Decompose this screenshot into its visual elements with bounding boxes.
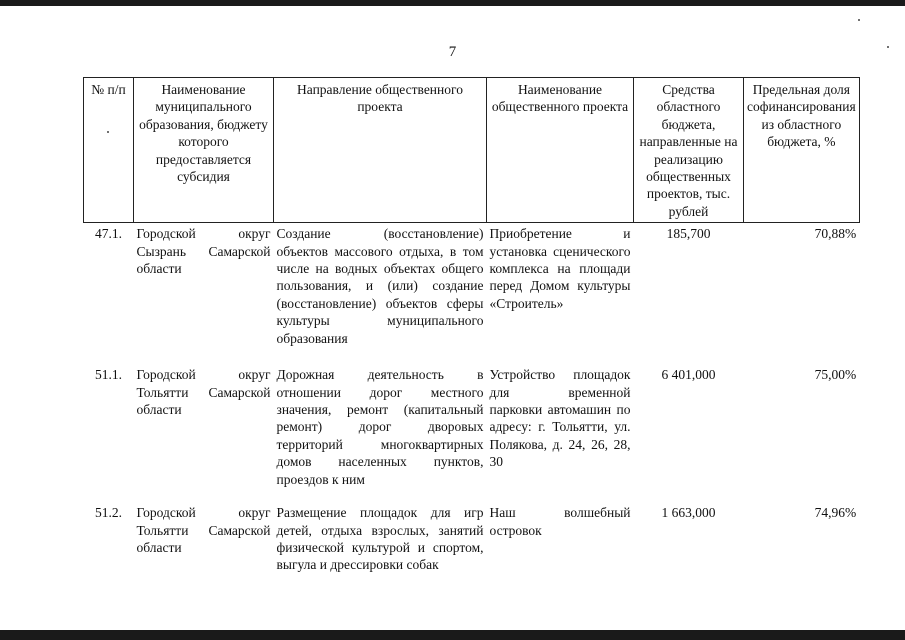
row-funds: 1 663,000: [661, 505, 716, 521]
row-direction: Создание (восстановление) объектов массового отдыха, в том числе на водных объектах общего пользования, и (или) создание (восстановление) объектов сферы культуры муниципального образования: [276, 226, 484, 346]
header-num: № п/п: [84, 78, 134, 223]
page-number: 7: [448, 44, 457, 60]
row-funds: 185,700: [666, 226, 711, 242]
scan-edge-top: [0, 0, 905, 6]
table-row: [84, 366, 860, 504]
header-project: Наименование общественного проекта: [487, 78, 634, 223]
row-num: 51.2.: [95, 505, 122, 521]
row-project: Наш волшебный островок: [489, 505, 631, 538]
row-direction: Дорожная деятельность в отношении дорог местного значения, ремонт (капитальный ремонт) дорог дворовых территорий многоквартирных домов населенных пунктов, проездов к ним: [276, 367, 484, 487]
row-project: Приобретение и установка сценического комплекса на площади перед Домом культуры «Строитель»: [489, 226, 631, 311]
header-direction: Направление общественного проекта: [274, 78, 487, 223]
scan-speck: [858, 19, 860, 21]
row-share: 75,00%: [814, 367, 857, 383]
header-share: Предельная доля софинансирования из областного бюджета, %: [744, 78, 860, 223]
row-funds: 6 401,000: [661, 367, 716, 383]
row-share: 70,88%: [814, 226, 857, 242]
row-municipality: Городской округ Сызрань Самарской области: [136, 226, 271, 277]
table-row: [84, 504, 860, 594]
row-num: 47.1.: [95, 226, 122, 242]
header-municipality: Наименование муниципального образования, бюджету которого предоставляется субсидия: [134, 78, 274, 223]
row-municipality: Городской округ Тольятти Самарской области: [136, 505, 271, 556]
subsidy-table: [83, 77, 860, 594]
table-row: [84, 223, 860, 367]
header-funds: Средства областного бюджета, направленные на реализацию общественных проектов, тыс. рублей: [634, 78, 744, 223]
table-header-row: [84, 78, 860, 223]
row-num: 51.1.: [95, 367, 122, 383]
row-share: 74,96%: [814, 505, 857, 521]
row-project: Устройство площадок для временной парковки автомашин по адресу: г. Тольятти, ул. Полякова, д. 24, 26, 28, 30: [489, 367, 631, 470]
scan-edge-bottom: [0, 630, 905, 640]
row-direction: Размещение площадок для игр детей, отдыха взрослых, занятий физической культурой и спортом, выгула и дрессировки собак: [276, 505, 484, 573]
row-municipality: Городской округ Тольятти Самарской области: [136, 367, 271, 418]
